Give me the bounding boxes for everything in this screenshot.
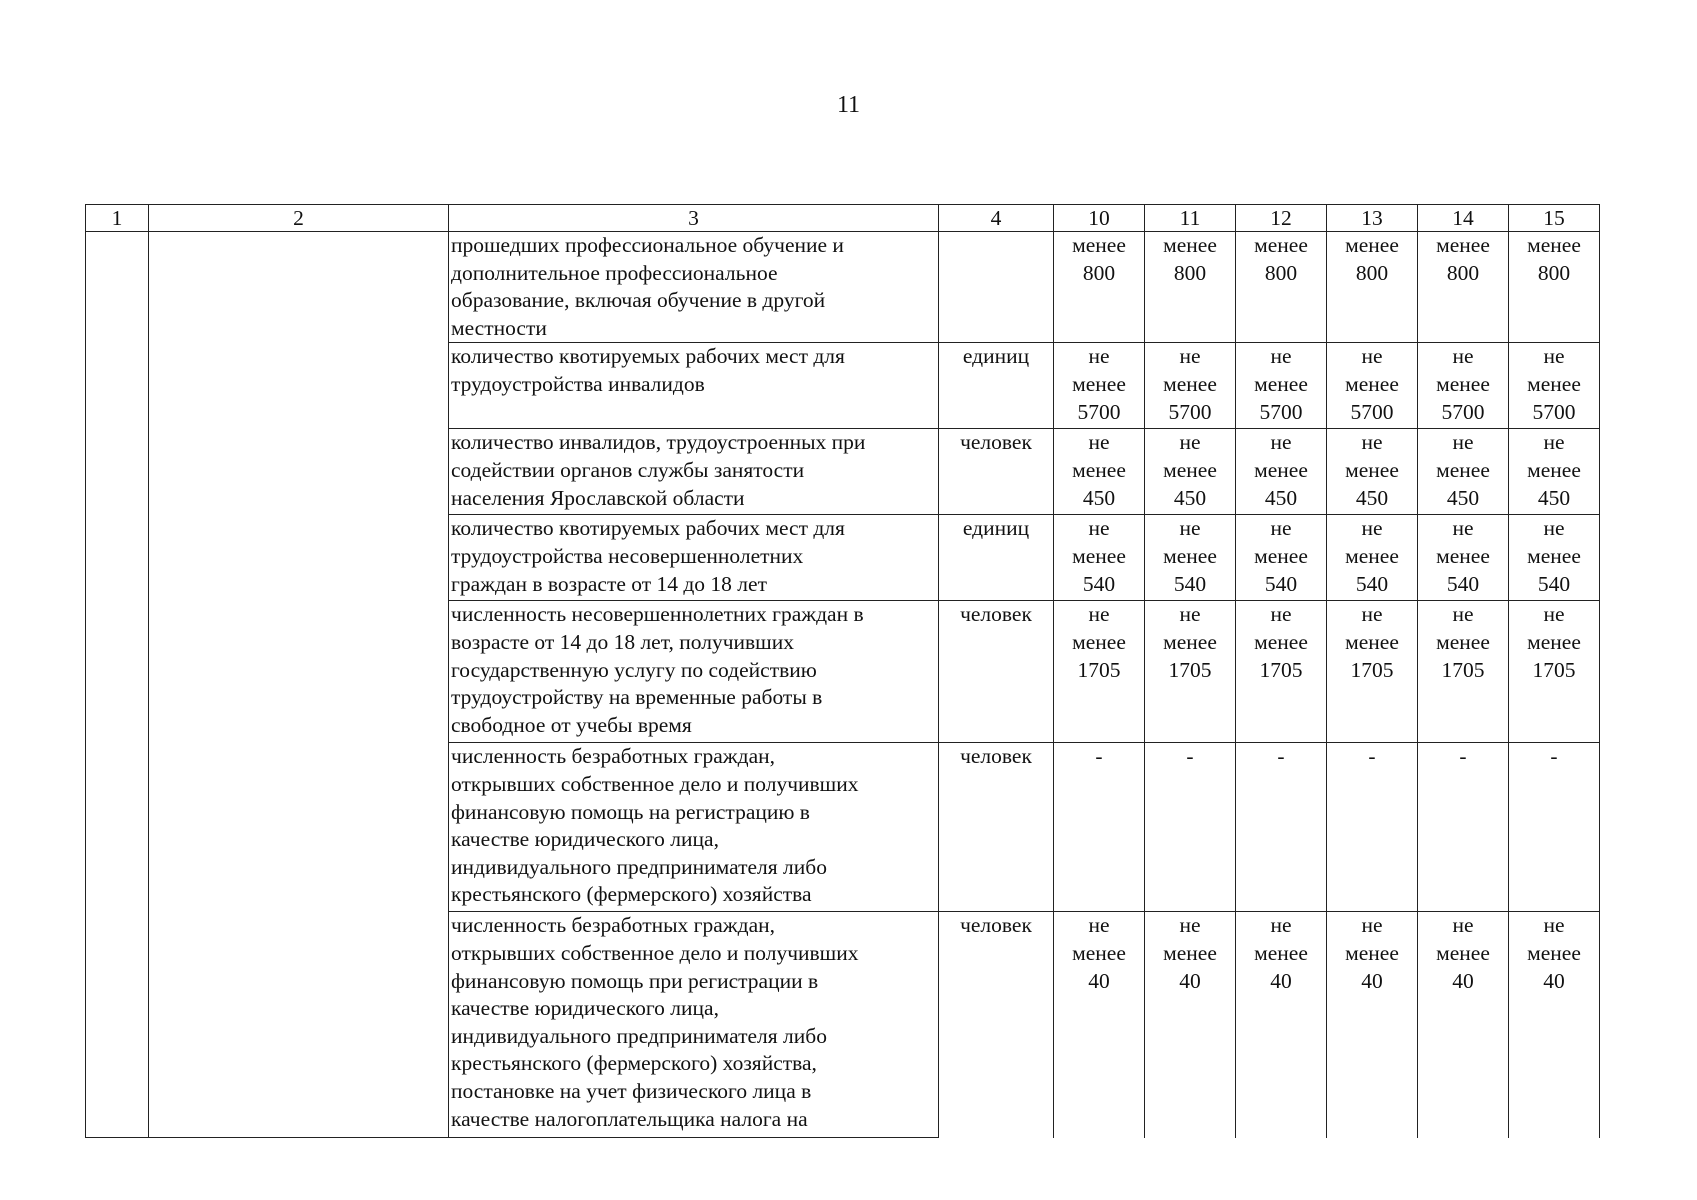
header-cell: 2 xyxy=(149,205,449,232)
indicator-cell xyxy=(449,429,939,515)
header-cell: 11 xyxy=(1145,205,1236,232)
indicator-text: количество инвалидов, трудоустроенных при содействии органов службы занятости населения Ярославской области xyxy=(451,430,866,510)
value-cell xyxy=(1327,232,1418,343)
indicator-cell xyxy=(449,232,939,343)
indicator-cell xyxy=(449,912,939,1138)
unit-cell: единиц xyxy=(939,515,1054,601)
value-cell xyxy=(1327,515,1418,601)
indicator-text: численность безработных граждан, открывших собственное дело и получивших финансовую помощь на регистрацию в качестве юридического лица, индивидуального предпринимателя либо крестьянского (фермерского) хозяйства xyxy=(451,744,859,907)
value-cell xyxy=(1418,429,1509,515)
value-cell xyxy=(1054,232,1145,343)
value-text: не менее 5700 xyxy=(1527,344,1581,424)
value-text: менее 800 xyxy=(1527,233,1581,285)
value-cell xyxy=(1145,515,1236,601)
value-text: не менее 5700 xyxy=(1345,344,1399,424)
header-cell: 12 xyxy=(1236,205,1327,232)
value-cell xyxy=(1054,343,1145,429)
value-cell xyxy=(1054,743,1145,912)
value-text: менее 800 xyxy=(1072,233,1126,285)
value-cell xyxy=(1327,743,1418,912)
indicator-cell xyxy=(449,601,939,743)
value-text: менее 800 xyxy=(1436,233,1490,285)
value-text: не менее 1705 xyxy=(1345,602,1399,682)
header-cell: 3 xyxy=(449,205,939,232)
value-cell xyxy=(1236,343,1327,429)
value-text: менее 800 xyxy=(1163,233,1217,285)
value-text: не менее 40 xyxy=(1072,913,1126,993)
value-cell xyxy=(1509,343,1600,429)
value-text: не менее 450 xyxy=(1345,430,1399,510)
page-number: 11 xyxy=(836,92,861,118)
value-text: менее 800 xyxy=(1254,233,1308,285)
value-cell xyxy=(1327,912,1418,1138)
value-text: не менее 450 xyxy=(1072,430,1126,510)
value-cell xyxy=(1327,429,1418,515)
value-text: не менее 40 xyxy=(1436,913,1490,993)
value-cell xyxy=(1145,232,1236,343)
value-cell xyxy=(1145,743,1236,912)
value-cell xyxy=(1418,912,1509,1138)
value-text: не менее 540 xyxy=(1163,516,1217,596)
value-text: не менее 540 xyxy=(1254,516,1308,596)
unit-cell: человек xyxy=(939,912,1054,1138)
value-cell xyxy=(1236,601,1327,743)
value-text: не менее 1705 xyxy=(1163,602,1217,682)
value-cell xyxy=(1509,743,1600,912)
unit-cell: человек xyxy=(939,743,1054,912)
value-text: не менее 40 xyxy=(1527,913,1581,993)
value-cell xyxy=(1327,343,1418,429)
value-text: не менее 450 xyxy=(1527,430,1581,510)
value-cell xyxy=(1509,515,1600,601)
value-text: не менее 540 xyxy=(1436,516,1490,596)
value-text: не менее 40 xyxy=(1163,913,1217,993)
indicator-cell xyxy=(449,515,939,601)
header-cell: 10 xyxy=(1054,205,1145,232)
value-cell xyxy=(1509,429,1600,515)
value-text: не менее 40 xyxy=(1345,913,1399,993)
value-text: - xyxy=(1459,744,1467,769)
value-cell xyxy=(1236,429,1327,515)
value-cell xyxy=(1418,232,1509,343)
unit-cell: человек xyxy=(939,429,1054,515)
header-cell: 13 xyxy=(1327,205,1418,232)
value-cell xyxy=(1054,601,1145,743)
unit-cell: человек xyxy=(939,601,1054,743)
header-cell: 1 xyxy=(86,205,149,232)
indicator-text: численность несовершеннолетних граждан в возрасте от 14 до 18 лет, получивших государственную услугу по содействию трудоустройству на временные работы в свободное от учебы время xyxy=(451,602,864,737)
value-text: не менее 1705 xyxy=(1436,602,1490,682)
value-cell xyxy=(1145,343,1236,429)
value-cell xyxy=(1145,601,1236,743)
value-text: не менее 5700 xyxy=(1436,344,1490,424)
value-cell xyxy=(1418,343,1509,429)
value-text: не менее 5700 xyxy=(1163,344,1217,424)
value-text: не менее 5700 xyxy=(1072,344,1126,424)
value-cell xyxy=(1327,601,1418,743)
unit-cell xyxy=(939,232,1054,343)
value-text: менее 800 xyxy=(1345,233,1399,285)
unit-cell: единиц xyxy=(939,343,1054,429)
header-cell: 15 xyxy=(1509,205,1600,232)
value-text: - xyxy=(1550,744,1558,769)
table-body xyxy=(86,205,1600,1138)
value-text: не менее 540 xyxy=(1345,516,1399,596)
value-cell xyxy=(1145,429,1236,515)
value-text: не менее 1705 xyxy=(1527,602,1581,682)
value-text: не менее 1705 xyxy=(1254,602,1308,682)
indicator-text: количество квотируемых рабочих мест для трудоустройства несовершеннолетних граждан в возрасте от 14 до 18 лет xyxy=(451,516,845,596)
value-text: не менее 5700 xyxy=(1254,344,1308,424)
header-cell: 14 xyxy=(1418,205,1509,232)
value-text: не менее 540 xyxy=(1527,516,1581,596)
indicator-text: прошедших профессиональное обучение и дополнительное профессиональное образование, включая обучение в другой местности xyxy=(451,233,844,340)
value-cell xyxy=(1236,912,1327,1138)
value-cell xyxy=(1509,912,1600,1138)
table-row xyxy=(86,232,1600,343)
value-text: не менее 450 xyxy=(1436,430,1490,510)
value-cell xyxy=(1054,515,1145,601)
value-text: - xyxy=(1277,744,1285,769)
value-cell xyxy=(1418,515,1509,601)
value-text: - xyxy=(1186,744,1194,769)
value-cell xyxy=(1509,232,1600,343)
value-cell xyxy=(1236,515,1327,601)
value-text: - xyxy=(1368,744,1376,769)
value-text: не менее 1705 xyxy=(1072,602,1126,682)
indicator-cell xyxy=(449,343,939,429)
indicator-text: численность безработных граждан, открывших собственное дело и получивших финансовую помощь при регистрации в качестве юридического лица, индивидуального предпринимателя либо крестьянского (фермерского) хозяйства, постановке на учет физического лица в качестве налогоплательщика налога на xyxy=(451,913,859,1131)
value-text: не менее 450 xyxy=(1163,430,1217,510)
value-cell xyxy=(1418,743,1509,912)
indicators-table xyxy=(85,204,1600,1138)
value-text: не менее 540 xyxy=(1072,516,1126,596)
column-2-cell xyxy=(149,232,449,1138)
value-text: не менее 40 xyxy=(1254,913,1308,993)
value-cell xyxy=(1054,912,1145,1138)
column-1-cell xyxy=(86,232,149,1138)
value-cell xyxy=(1236,743,1327,912)
indicator-text: количество квотируемых рабочих мест для трудоустройства инвалидов xyxy=(451,344,845,396)
value-cell xyxy=(1418,601,1509,743)
header-cell: 4 xyxy=(939,205,1054,232)
value-cell xyxy=(1236,232,1327,343)
value-text: - xyxy=(1095,744,1103,769)
table-header-row xyxy=(86,205,1600,232)
value-cell xyxy=(1054,429,1145,515)
indicator-cell xyxy=(449,743,939,912)
value-cell xyxy=(1145,912,1236,1138)
value-text: не менее 450 xyxy=(1254,430,1308,510)
value-cell xyxy=(1509,601,1600,743)
